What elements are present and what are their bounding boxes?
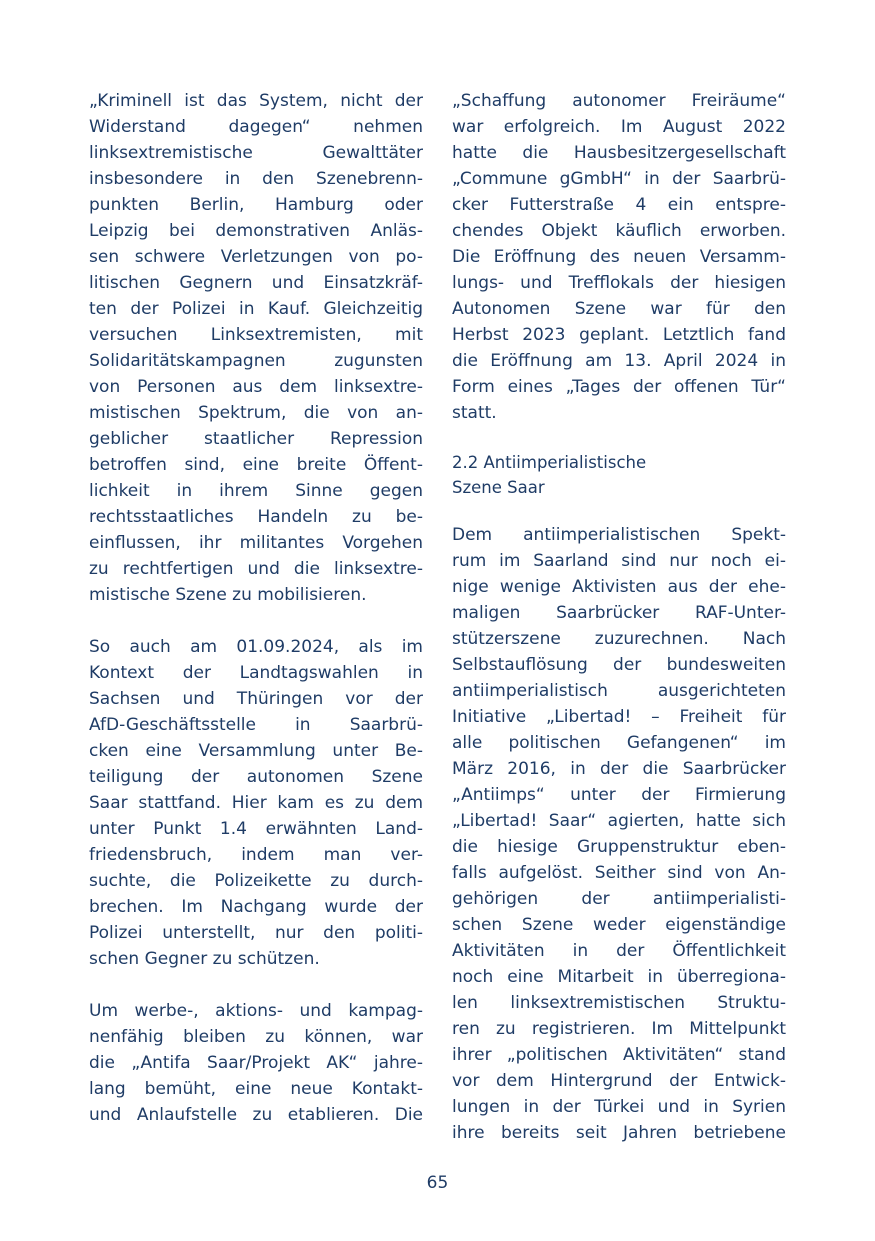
text-line: ren zu registrieren. Im Mittelpunkt [452,1019,786,1039]
text-line: war erfolgreich. Im August 2022 [452,117,786,137]
text-line: ihrer „politischen Aktivitäten“ stand [452,1045,786,1065]
text-line: Polizei unterstellt, nur den politi- [89,923,423,943]
text-line: Saar stattfand. Hier kam es zu dem [89,793,423,813]
text-line: Widerstand dagegen“ nehmen [89,117,423,137]
text-line: rum im Saarland sind nur noch ei- [452,551,786,571]
text-line: sen schwere Verletzungen von po- [89,247,423,267]
text-line: die „Antifa Saar/Projekt AK“ jahre- [89,1053,423,1073]
paragraph [89,634,423,972]
text-line: lungen in der Türkei und in Syrien [452,1097,786,1117]
text-line: statt. [452,403,497,423]
text-line: punkten Berlin, Hamburg oder [89,195,423,215]
text-line: maligen Saarbrücker RAF-Unter- [452,603,786,623]
text-line: nenfähig bleiben zu können, war [89,1027,423,1047]
text-line: Um werbe-, aktions- und kampag- [89,1001,423,1021]
text-line: Solidaritätskampagnen zugunsten [89,351,423,371]
text-line: teiligung der autonomen Szene [89,767,423,787]
text-line: antiimperialistisch ausgerichteten [452,681,786,701]
text-line: „Antiimps“ unter der Firmierung [452,785,786,805]
paragraph-gap [89,608,423,634]
text-line: Selbstauflösung der bundesweiten [452,655,786,675]
text-line: schen Gegner zu schützen. [89,949,320,969]
left-column [89,88,423,1128]
text-line: „Commune gGmbH“ in der Saarbrü- [452,169,786,189]
section-heading [452,450,786,500]
paragraph [452,522,786,1146]
text-line: geblicher staatlicher Repression [89,429,423,449]
text-line: gehörigen der antiimperialisti- [452,889,786,909]
text-line: rechtsstaatliches Handeln zu be- [89,507,423,527]
text-line: nige wenige Aktivisten aus der ehe- [452,577,786,597]
text-line: alle politischen Gefangenen“ im [452,733,786,753]
text-line: Dem antiimperialistischen Spekt- [452,525,786,545]
text-line: die hiesige Gruppenstruktur eben- [452,837,786,857]
text-line: stützerszene zuzurechnen. Nach [452,629,786,649]
text-line: vor dem Hintergrund der Entwick- [452,1071,786,1091]
text-line: die Eröffnung am 13. April 2024 in [452,351,786,371]
section-heading-line: Szene Saar [452,478,545,497]
text-line: Form eines „Tages der offenen Tür“ [452,377,786,397]
paragraph [89,88,423,608]
text-line: brechen. Im Nachgang wurde der [89,897,423,917]
text-line: cken eine Versammlung unter Be- [89,741,423,761]
text-line: von Personen aus dem linksextre- [89,377,423,397]
text-line: unter Punkt 1.4 erwähnten Land- [89,819,423,839]
text-line: lang bemüht, eine neue Kontakt- [89,1079,423,1099]
text-line: len linksextremistischen Struktu- [452,993,786,1013]
text-line: litischen Gegnern und Einsatzkräf- [89,273,423,293]
text-line: ten der Polizei in Kauf. Gleichzeitig [89,299,423,319]
text-line: betroffen sind, eine breite Öffent- [89,455,423,475]
text-line: Leipzig bei demonstrativen Anläs- [89,221,423,241]
text-line: Initiative „Libertad! – Freiheit für [452,707,786,727]
text-line: zu rechtfertigen und die linksextre- [89,559,423,579]
paragraph-gap [89,972,423,998]
text-line: chendes Objekt käuflich erworben. [452,221,786,241]
text-line: „Schaffung autonomer Freiräume“ [452,91,786,111]
text-line: mistische Szene zu mobilisieren. [89,585,367,605]
text-line: AfD-Geschäftsstelle in Saarbrü- [89,715,423,735]
text-line: suchte, die Polizeikette zu durch- [89,871,423,891]
text-line: versuchen Linksextremisten, mit [89,325,423,345]
text-line: Herbst 2023 geplant. Letztlich fand [452,325,786,345]
text-line: falls aufgelöst. Seither sind von An- [452,863,786,883]
text-line: hatte die Hausbesitzergesellschaft [452,143,786,163]
right-column [452,88,786,1146]
text-line: friedensbruch, indem man ver- [89,845,423,865]
text-line: Die Eröffnung des neuen Versamm- [452,247,786,267]
section-heading-line: 2.2 Antiimperialistische [452,453,647,472]
text-line: Aktivitäten in der Öffentlichkeit [452,941,786,961]
text-line: mistischen Spektrum, die von an- [89,403,423,423]
text-line: lichkeit in ihrem Sinne gegen [89,481,423,501]
text-line: Kontext der Landtagswahlen in [89,663,423,683]
text-line: Sachsen und Thüringen vor der [89,689,423,709]
text-line: ihre bereits seit Jahren betriebene [452,1123,786,1143]
paragraph [452,88,786,426]
text-line: lungs- und Trefflokals der hiesigen [452,273,786,293]
text-line: linksextremistische Gewalttäter [89,143,423,163]
text-line: schen Szene weder eigenständige [452,915,786,935]
paragraph [89,998,423,1128]
text-line: „Kriminell ist das System, nicht der [89,91,423,111]
text-line: noch eine Mitarbeit in überregiona- [452,967,786,987]
text-line: einflussen, ihr militantes Vorgehen [89,533,423,553]
page-number: 65 [426,1173,449,1193]
text-line: und Anlaufstelle zu etablieren. Die [89,1105,423,1125]
text-line: cker Futterstraße 4 ein entspre- [452,195,786,215]
text-line: So auch am 01.09.2024, als im [89,637,423,657]
text-line: März 2016, in der die Saarbrücker [452,759,786,779]
text-line: insbesondere in den Szenebrenn- [89,169,423,189]
text-line: „Libertad! Saar“ agierten, hatte sich [452,811,786,831]
text-line: Autonomen Szene war für den [452,299,786,319]
